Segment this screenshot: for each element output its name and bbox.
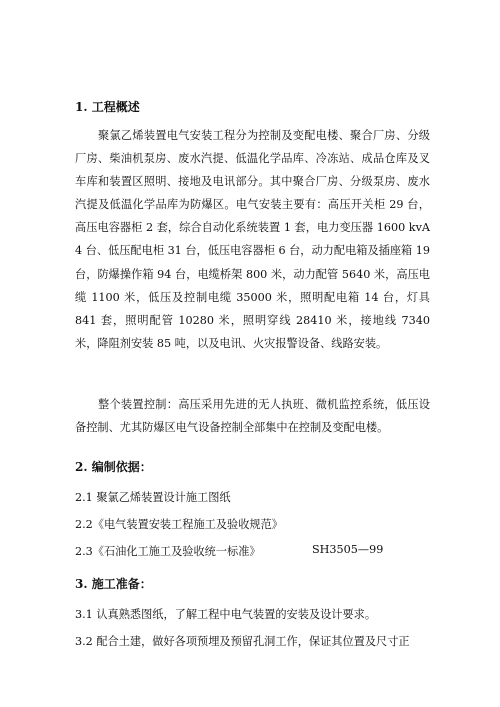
section-2-item-3-standard-code: SH3505—99 bbox=[312, 543, 384, 556]
section-2-heading: 2. 编制依据： bbox=[75, 460, 152, 474]
section-1-heading: 1. 工程概述 bbox=[75, 100, 140, 114]
section-2-item-2: 2.2《电气装置安装工程施工及验收规范》 bbox=[75, 518, 283, 531]
section-3-item-2: 3.2 配合土建，做好各项预埋及预留孔洞工作，保证其位置及尺寸正 bbox=[75, 635, 410, 648]
section-1-paragraph-1: 聚氯乙烯装置电气安装工程分为控制及变配电楼、聚合厂房、分级厂房、柴油机泵房、废水汽提、低温化学品库、冷冻站、成品仓库及叉车库和装置区照明、接地及电讯部分。其中聚合厂房、分级泵房、废水汽提及低温化学品库为防爆区。电气安装主要有：高压开关柜 29 台，高压电容器柜 2 套，综合自动化系统装置 1 套，电力变压器 1600 kvA 4 台、低压配电柜 31 台，低压电容器柜 6 台，动力配电箱及插座箱 19 台，防爆操作箱 94 台，电缆桥架 800 米，动力配管 5640 米，高压电缆 1100 米，低压及控制电缆 35000 米，照明配电箱 14 台，灯具 841 套，照明配管 10280 米，照明穿线 28410 米，接地线 7340 米，降阻剂安装 85 吨，以及电讯、火灾报警设备、线路安装。 bbox=[75, 129, 430, 350]
section-2-item-3: 2.3《石油化工施工及验收统一标准》 bbox=[75, 545, 261, 558]
section-3-item-1: 3.1 认真熟悉图纸，了解工程中电气装置的安装及设计要求。 bbox=[75, 608, 377, 621]
section-2-item-1: 2.1 聚氯乙烯装置设计施工图纸 bbox=[75, 491, 231, 504]
section-1-paragraph-2: 整个装置控制：高压采用先进的无人执班、微机监控系统，低压设备控制、尤其防爆区电气设备控制全部集中在控制及变配电楼。 bbox=[75, 398, 430, 435]
section-3-heading: 3. 施工准备： bbox=[75, 577, 152, 591]
